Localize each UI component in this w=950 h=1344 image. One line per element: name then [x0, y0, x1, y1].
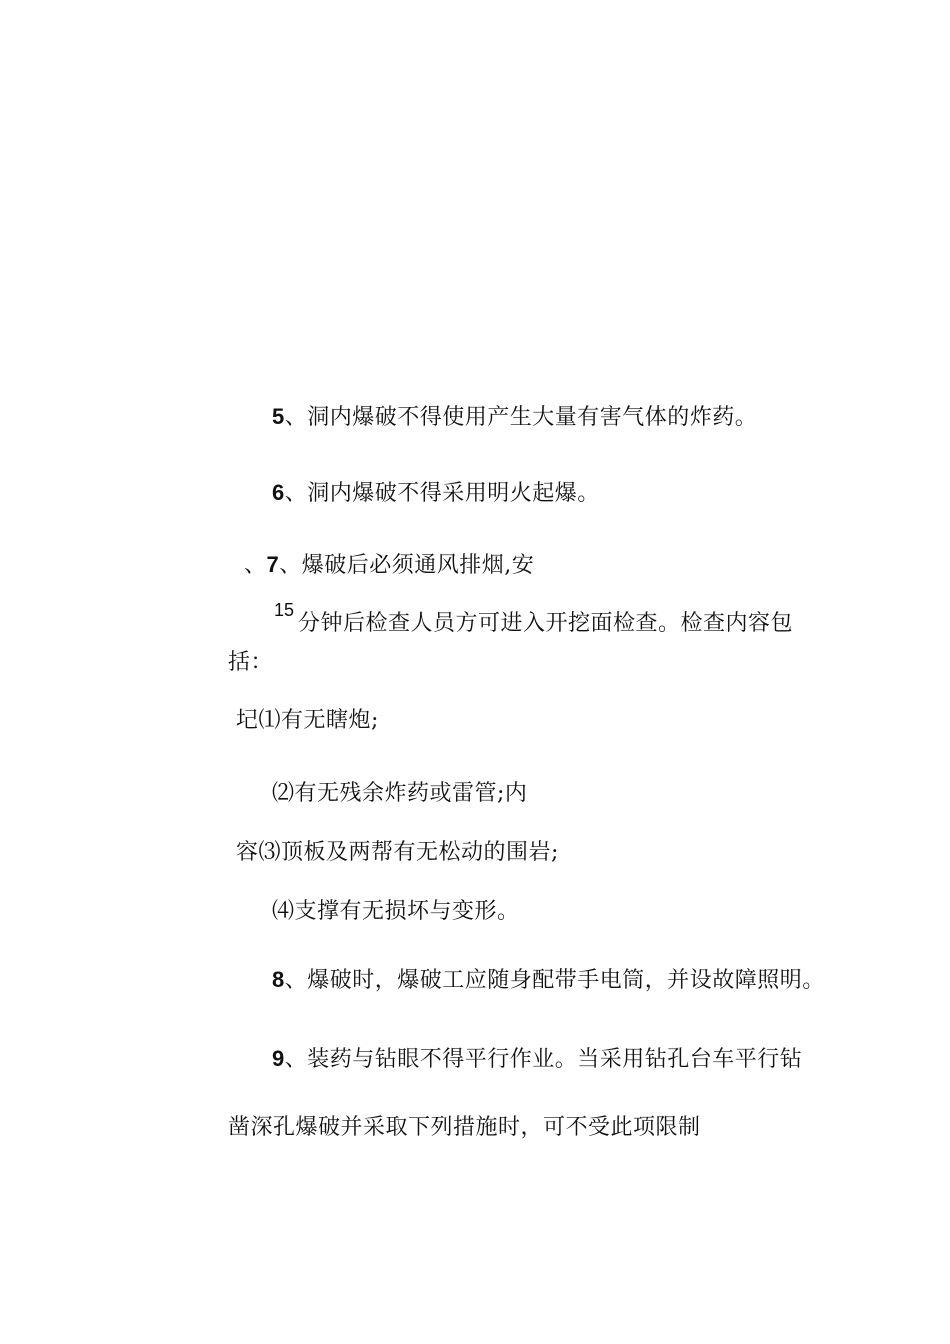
item-number: 9	[272, 1046, 285, 1071]
item-number: 6	[272, 480, 285, 505]
item-text: 、爆破时，爆破工应随身配带手电筒，并设故障照明。	[284, 968, 825, 993]
item-7-continued-2: 括：	[228, 650, 274, 675]
superscript-15: 15	[274, 600, 295, 620]
check-item-4: ⑷支撑有无损坏与变形。	[272, 899, 520, 924]
item-number: 5	[272, 404, 285, 429]
check-item-3: 容⑶顶板及两帮有无松动的围岩;	[236, 840, 559, 865]
item-prefix: 、	[244, 553, 267, 578]
item-5	[272, 404, 757, 431]
item-number: 8	[272, 967, 285, 992]
check-item-2: ⑵有无残余炸药或雷管;内	[272, 781, 528, 806]
item-6	[272, 480, 600, 507]
item-text: 、洞内爆破不得采用明火起爆。	[284, 481, 600, 506]
item-7	[244, 552, 534, 579]
item-9-continued: 凿深孔爆破并采取下列措施时，可不受此项限制	[228, 1115, 701, 1140]
check-item-1: 圮⑴有无瞎炮;	[236, 708, 379, 733]
item-text: 、洞内爆破不得使用产生大量有害气体的炸药。	[284, 405, 758, 430]
item-text: 、爆破后必须通风排烟,安	[279, 553, 535, 578]
item-7-continued: 分钟后检查人员方可进入开挖面检查。检查内容包	[298, 611, 794, 636]
item-8	[272, 967, 825, 994]
item-text: 、装药与钻眼不得平行作业。当采用钻孔台车平行钻	[284, 1047, 803, 1072]
item-number: 7	[266, 552, 280, 577]
item-9	[272, 1046, 802, 1073]
